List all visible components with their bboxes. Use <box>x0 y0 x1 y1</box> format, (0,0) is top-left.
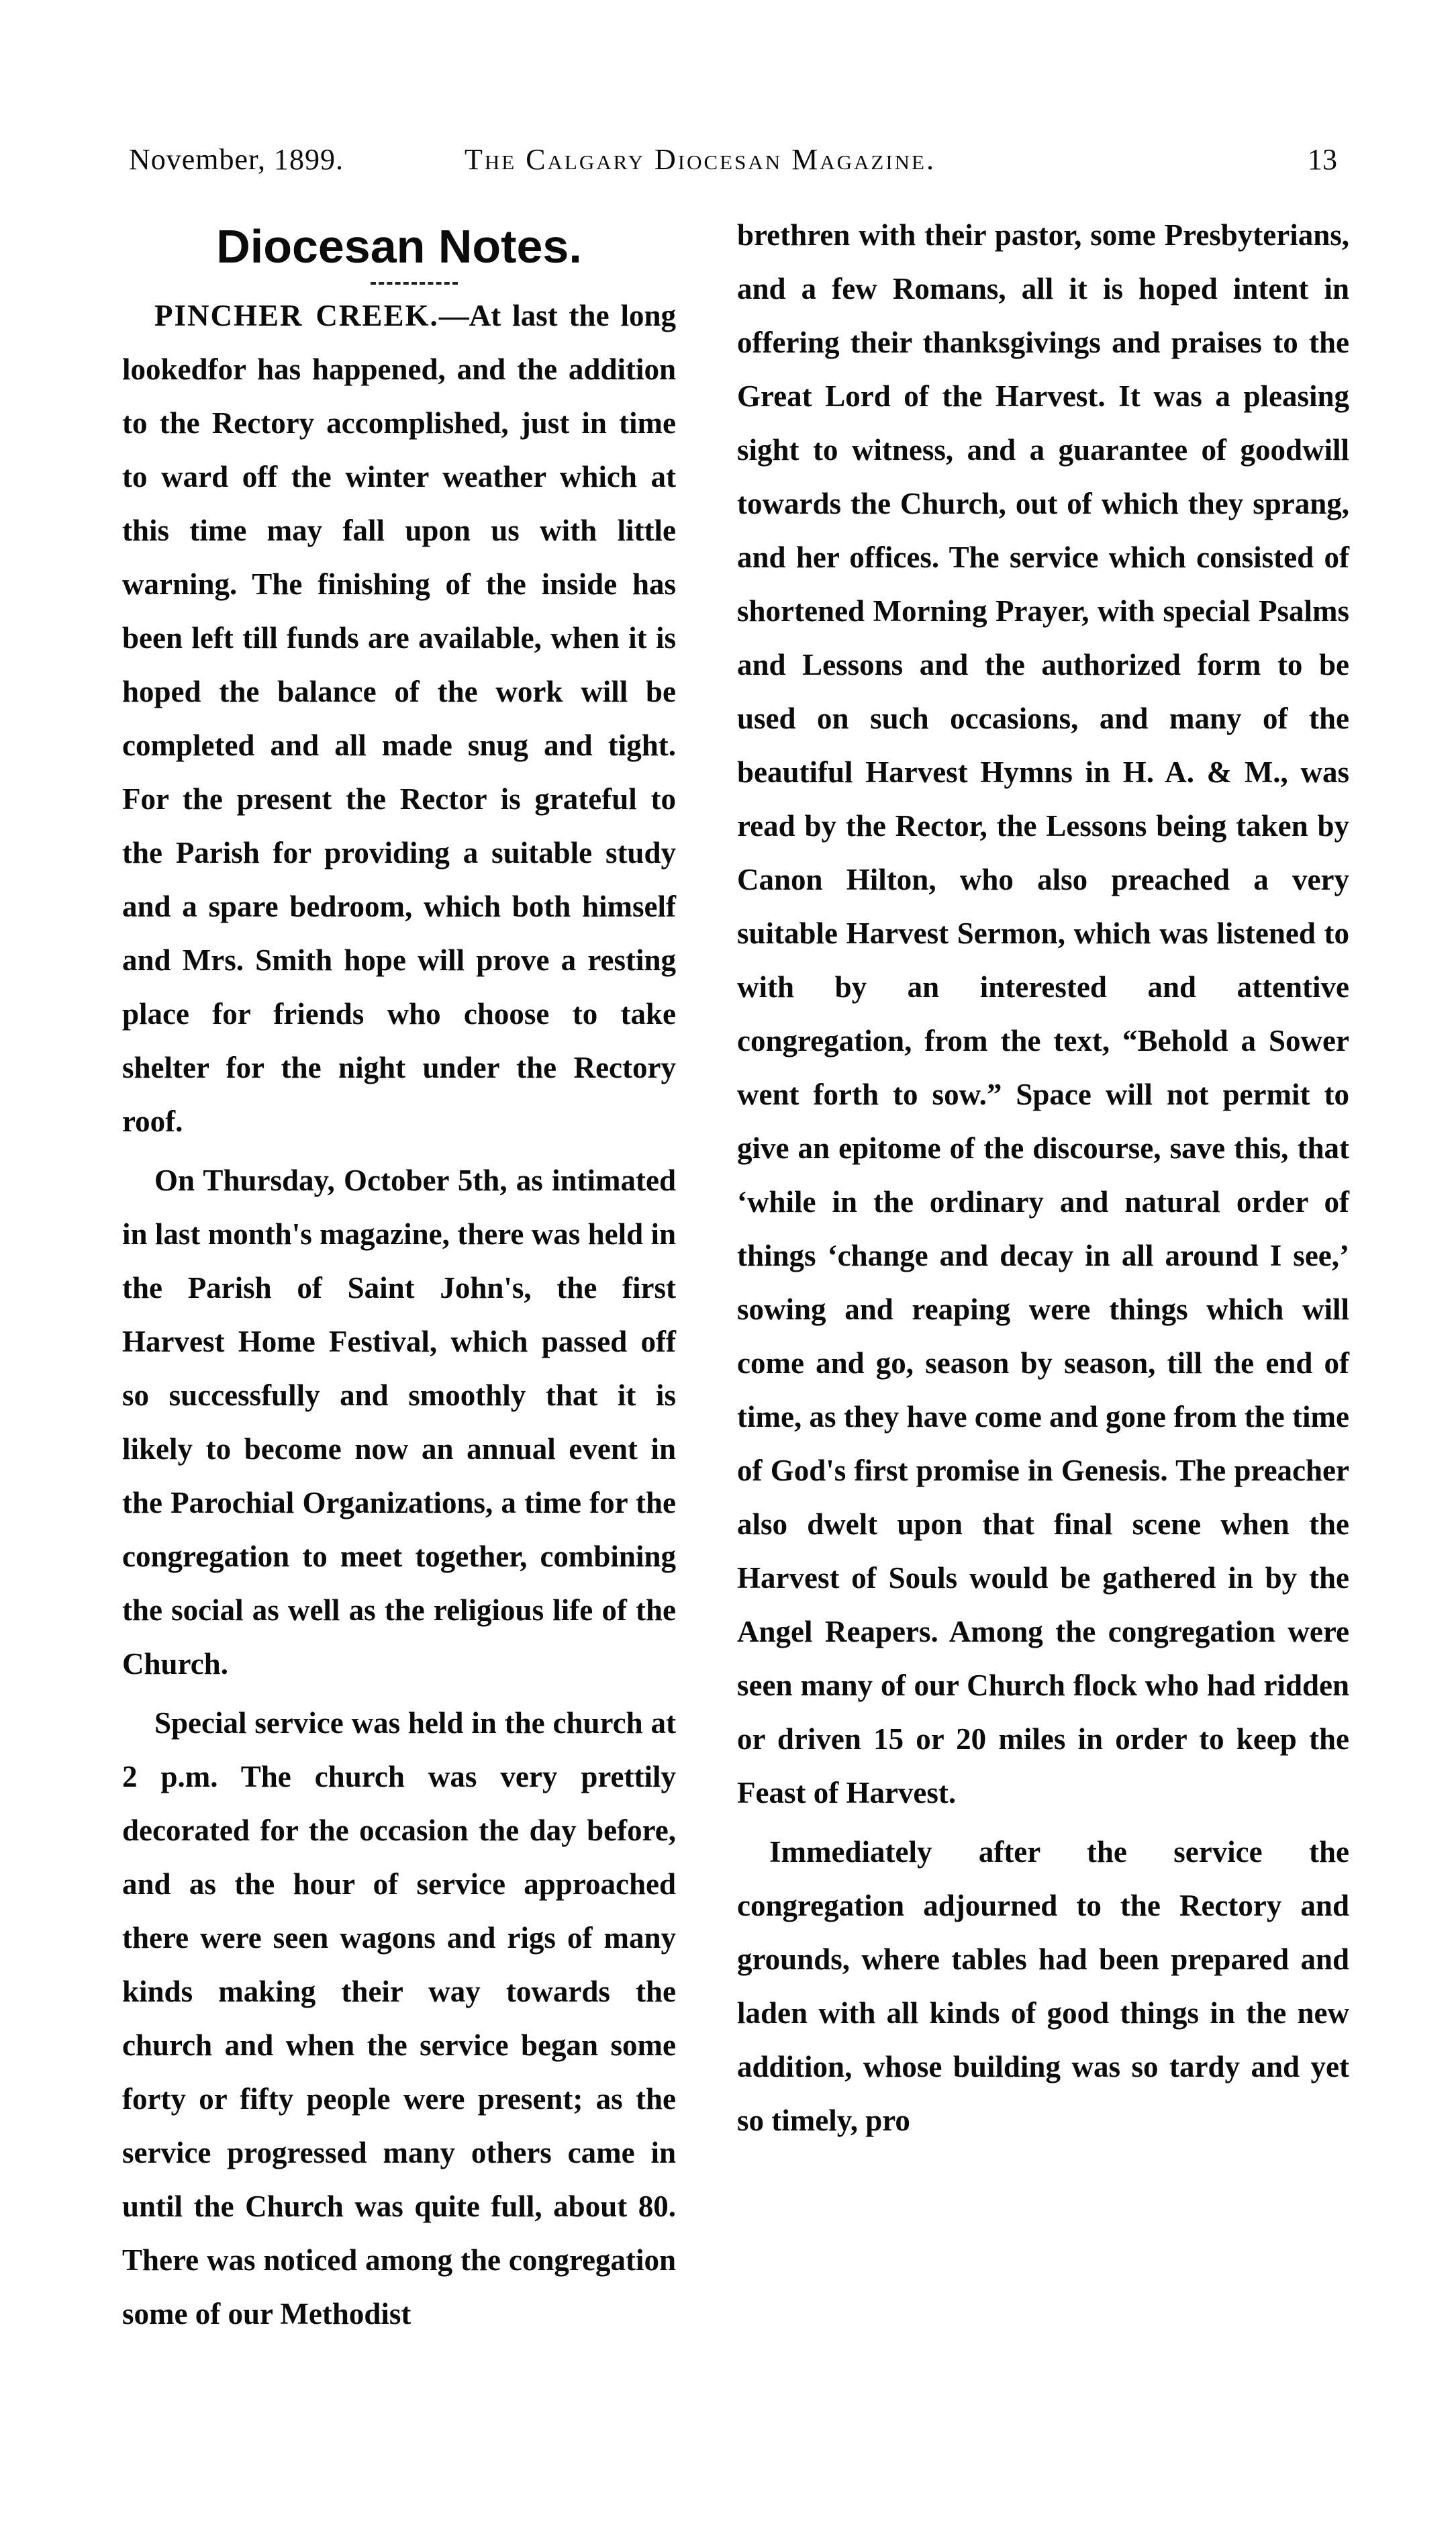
right-column <box>737 208 1349 2153</box>
paragraph-text: —At last the long lookedfor has happened, and the addition to the Rectory accomplished, just in time to ward off the winter weather which at this time may fall upon us with little warning. The finishing of the inside has been left till funds are available, when it is hoped the balance of the work will be completed and all made snug and tight. For the present the Rector is grateful to the Parish for providing a suitable study and a spare bedroom, which both himself and Mrs. Smith hope will prove a resting place for friends who choose to take shelter for the night under the Rectory roof. <box>122 299 676 1138</box>
running-header <box>0 142 1456 183</box>
issue-date: November, 1899. <box>129 143 344 176</box>
paragraph-adjournment: Immediately after the service the congregation adjourned to the Rectory and grounds, where tables had been prepared and laden with all kinds of good things in the new addition, whose building was so tardy and yet so timely, pro <box>737 1835 1349 2137</box>
paragraph-special-service: Special service was held in the church at 2 p.m. The church was very prettily decorated for the occasion the day before, and as the hour of service approached there were seen wagons and rigs of many kinds making their way towards the church and when the service began some forty or fifty people were present; as the service progressed many others came in until the Church was quite full, about 80. There was noticed among the congregation some of our Methodist <box>122 1706 676 2331</box>
heading-divider <box>371 282 458 287</box>
place-lead: PINCHER CREEK. <box>154 299 439 332</box>
paragraph-pincher-creek <box>122 289 676 1148</box>
left-column <box>122 289 676 2346</box>
paragraph-harvest-festival: On Thursday, October 5th, as intimated in last month's magazine, there was held in the Parish of Saint John's, the first Harvest Home Festival, which passed off so successfully and smoothly that it is likely to become now an annual event in the Parochial Organizations, a time for the congregation to meet together, combining the social as well as the religious life of the Church. <box>122 1164 676 1681</box>
section-heading: Diocesan Notes. <box>216 220 582 273</box>
magazine-title: The Calgary Diocesan Magazine. <box>465 143 936 176</box>
page-number: 13 <box>1308 143 1337 176</box>
paragraph-sermon: brethren with their pastor, some Presbyterians, and a few Romans, all it is hoped intent in offering their thanksgivings and praises to the Great Lord of the Harvest. It was a pleasing sight to witness, and a guarantee of goodwill towards the Church, out of which they sprang, and her offices. The service which consisted of shortened Morning Prayer, with special Psalms and Lessons and the authorized form to be used on such occasions, and many of the beautiful Harvest Hymns in H. A. & M., was read by the Rector, the Lessons being taken by Canon Hilton, who also preached a very suitable Harvest Sermon, which was listened to with by an interested and attentive congregation, from the text, “Behold a Sower went forth to sow.” Space will not permit to give an epitome of the discourse, save this, that ‘while in the ordinary and natural order of things ‘change and decay in all around I see,’ sowing and reaping were things which will come and go, season by season, till the end of time, as they have come and gone from the time of God's first promise in Genesis. The preacher also dwelt upon that final scene when the Harvest of Souls would be gathered in by the Angel Reapers. Among the congregation were seen many of our Church flock who had ridden or driven 15 or 20 miles in order to keep the Feast of Harvest. <box>737 218 1349 1810</box>
